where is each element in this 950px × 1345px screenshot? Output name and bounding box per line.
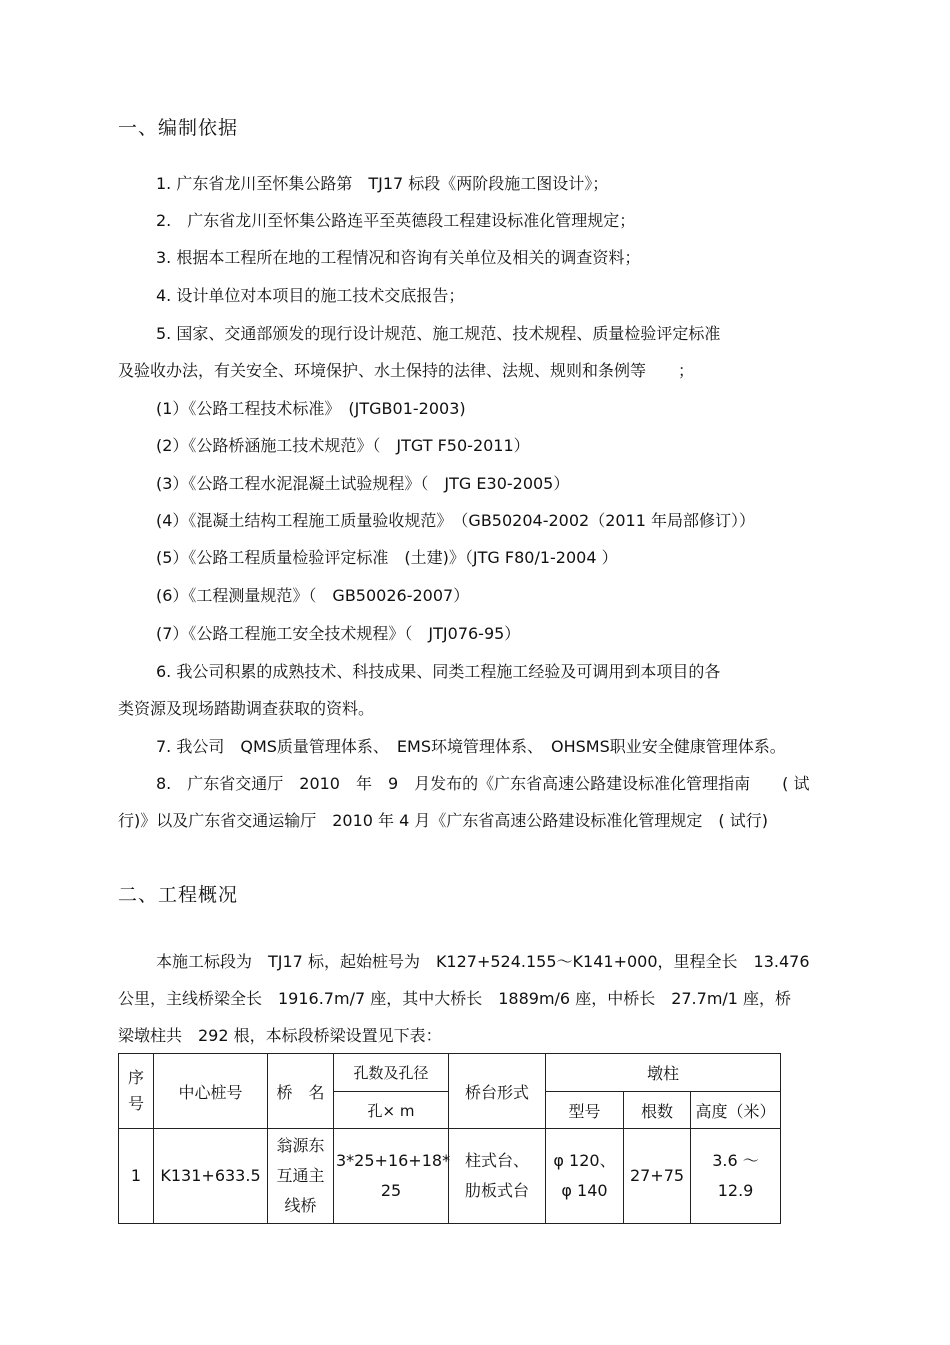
cell-bridge-name-line: 互通主 xyxy=(276,1166,325,1185)
cell-bridge-name-line: 线桥 xyxy=(284,1196,317,1215)
cell-center-pile: K131+633.5 xyxy=(154,1129,268,1224)
standard-6: (6）《工程测量规范》（ GB50026-2007） xyxy=(156,586,470,605)
header-span-unit: 孔× m xyxy=(334,1092,449,1129)
standard-7: (7）《公路工程施工安全技术规程》（ JTJ076-95） xyxy=(156,624,521,643)
cell-abutment xyxy=(449,1129,546,1224)
basis-item-3: 3. 根据本工程所在地的工程情况和咨询有关单位及相关的调查资料； xyxy=(156,248,641,267)
standard-3: (3）《公路工程水泥混凝土试验规程》（ JTG E30-2005） xyxy=(156,474,570,493)
cell-pier-height-line: 12.9 xyxy=(717,1181,754,1200)
standard-5: (5）《公路工程质量检验评定标准 (土建)》（JTG F80/1-2004 ） xyxy=(156,548,618,567)
basis-item-2: 2. 广东省龙川至怀集公路连平至英德段工程建设标准化管理规定； xyxy=(156,211,636,230)
cell-index: 1 xyxy=(119,1129,154,1224)
cell-span xyxy=(334,1129,449,1224)
bridge-table xyxy=(118,1053,781,1224)
cell-abutment-line: 柱式台、 xyxy=(464,1151,529,1170)
basis-item-5-cont: 及验收办法，有关安全、环境保护、水土保持的法律、法规、规则和条例等 ； xyxy=(118,361,695,380)
cell-bridge-name-line: 翁源东 xyxy=(276,1136,325,1155)
cell-span-line: 3*25+16+18* xyxy=(336,1151,451,1170)
header-pier: 墩柱 xyxy=(546,1054,781,1092)
header-bridge-name: 桥 名 xyxy=(268,1054,334,1129)
standard-1: (1）《公路工程技术标准》 (JTGB01-2003) xyxy=(156,399,466,418)
basis-item-5: 5. 国家、交通部颁发的现行设计规范、施工规范、技术规程、质量检验评定标准 xyxy=(156,324,721,343)
cell-abutment-line: 肋板式台 xyxy=(464,1181,529,1200)
section1-heading: 一、编制依据 xyxy=(118,117,239,139)
basis-item-1: 1. 广东省龙川至怀集公路第 TJ17 标段《两阶段施工图设计》； xyxy=(156,174,609,193)
standard-4: (4）《混凝土结构工程施工质量验收规范》 （GB50204-2002（2011 年局部修订）） xyxy=(156,511,755,530)
cell-pier-height-line: 3.6 ～ xyxy=(712,1151,759,1170)
cell-pier-count: 27+75 xyxy=(624,1129,691,1224)
basis-item-8: 8. 广东省交通厅 2010 年 9 月发布的《广东省高速公路建设标准化管理指南 ( 试 xyxy=(156,774,810,793)
section2-heading: 二、工程概况 xyxy=(118,884,239,906)
header-pier-type: 型号 xyxy=(546,1092,624,1129)
header-pier-count: 根数 xyxy=(624,1092,691,1129)
cell-span-line: 25 xyxy=(380,1181,402,1200)
basis-item-7: 7. 我公司 QMS质量管理体系、 EMS环境管理体系、 OHSMS职业安全健康管理体系。 xyxy=(156,737,786,756)
header-center-pile: 中心桩号 xyxy=(154,1054,268,1129)
basis-item-6: 6. 我公司积累的成熟技术、科技成果、同类工程施工经验及可调用到本项目的各 xyxy=(156,662,721,681)
header-pier-height: 高度（米） xyxy=(691,1092,781,1129)
overview-line-1: 本施工标段为 TJ17 标，起始桩号为 K127+524.155～K141+000，里程全长 13.476 xyxy=(156,952,810,971)
overview-line-2: 公里，主线桥梁全长 1916.7m/7 座，其中大桥长 1889m/6 座，中桥长 27.7m/1 座，桥 xyxy=(118,989,792,1008)
overview-line-3: 梁墩柱共 292 根，本标段桥梁设置见下表： xyxy=(118,1026,442,1045)
basis-item-8-cont: 行)》以及广东省交通运输厅 2010 年 4 月《广东省高速公路建设标准化管理规定 ( 试行) xyxy=(118,811,768,830)
cell-bridge-name xyxy=(268,1129,334,1224)
header-span: 孔数及孔径 xyxy=(334,1054,449,1092)
cell-pier-type-line: φ 120、 xyxy=(553,1151,616,1170)
basis-item-4: 4. 设计单位对本项目的施工技术交底报告； xyxy=(156,286,465,305)
header-index: 序号 xyxy=(119,1054,154,1129)
standard-2: (2）《公路桥涵施工技术规范》（ JTGT F50-2011） xyxy=(156,436,530,455)
cell-pier-type xyxy=(546,1129,624,1224)
cell-pier-type-line: φ 140 xyxy=(561,1181,608,1200)
table-row xyxy=(119,1129,781,1224)
header-abutment: 桥台形式 xyxy=(449,1054,546,1129)
cell-pier-height xyxy=(691,1129,781,1224)
basis-item-6-cont: 类资源及现场踏勘调查获取的资料。 xyxy=(118,699,375,718)
